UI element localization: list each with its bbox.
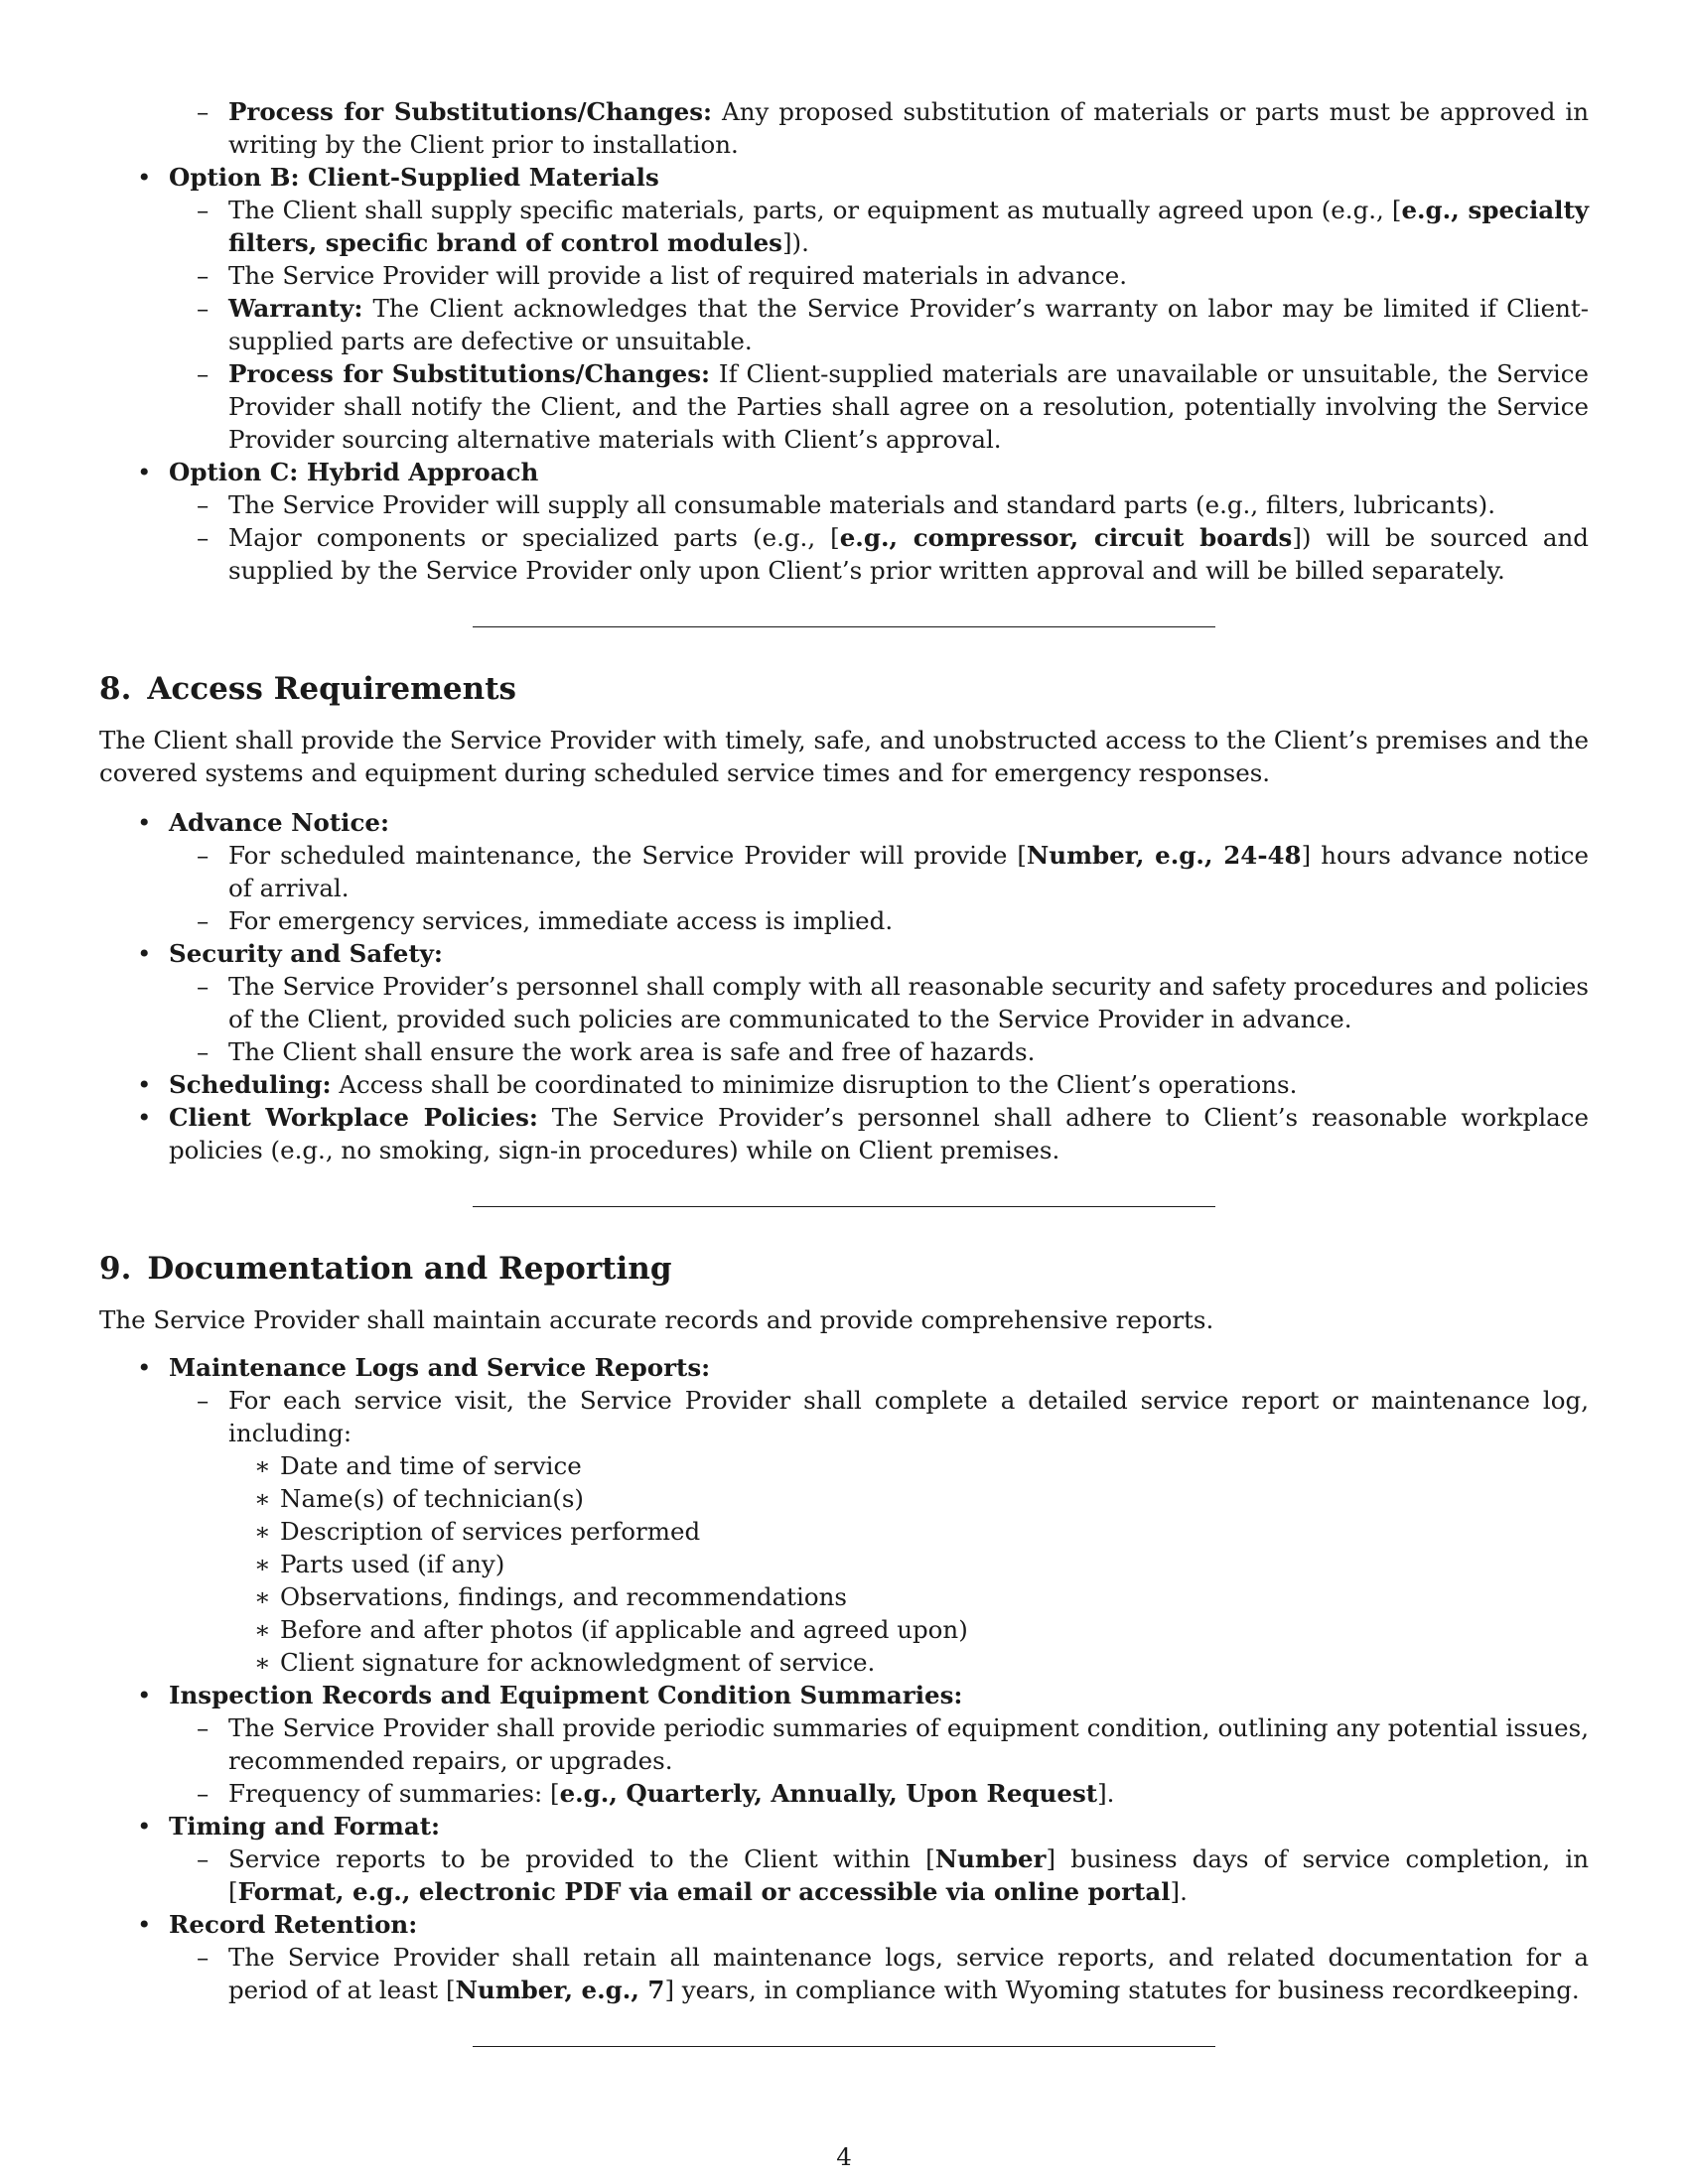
retention-item-1: – The Service Provider shall retain all maintenance logs, service reports, and related documentation for a period of at least [Number, e.g., 7] years, in compliance with Wyoming statutes for business recordkeeping. <box>169 1941 1589 2006</box>
section-9-heading: 9. Documentation and Reporting <box>99 1251 672 1287</box>
security-safety-item: • Security and Safety: – The Service Provider’s personnel shall comply with all reasonable security and safety procedures and policies of the Client, provided such policies are communicated to the Service Provider in advance. – The Client shall ensure the work area is safe and free of hazards. <box>99 937 1589 1068</box>
page-number: 4 <box>836 2142 852 2171</box>
section-8-heading: 8. Access Requirements <box>99 671 516 707</box>
log-entry: ∗ Name(s) of technician(s) <box>228 1482 1589 1515</box>
section-9-intro: The Service Provider shall maintain accurate records and provide comprehensive reports. <box>99 1305 1214 1334</box>
scheduling-item: • Scheduling: Access shall be coordinated to minimize disruption to the Client’s operations. <box>99 1068 1589 1101</box>
workplace-policies-item: • Client Workplace Policies: The Service Provider’s personnel shall adhere to Client’s reasonable workplace policies (e.g., no smoking, sign-in procedures) while on Client premises. <box>99 1101 1589 1166</box>
timing-format-item: • Timing and Format: – Service reports to be provided to the Client within [Number] business days of service completion, in [Format, e.g., electronic PDF via email or accessible via online portal]. <box>99 1810 1589 1908</box>
option-c <box>99 456 1589 587</box>
option-b <box>99 161 1589 456</box>
continued-option-a <box>99 95 1589 161</box>
advance-notice-emergency: – For emergency services, immediate access is implied. <box>169 904 1589 937</box>
inspection-records-item: • Inspection Records and Equipment Condition Summaries: – The Service Provider shall provide periodic summaries of equipment condition, outlining any potential issues, recommended repairs, or upgrades. – Frequency of summaries: [e.g., Quarterly, Annually, Upon Request]. <box>99 1679 1589 1810</box>
security-item-2: – The Client shall ensure the work area is safe and free of hazards. <box>169 1035 1589 1068</box>
log-entry: ∗ Date and time of service <box>228 1449 1589 1482</box>
maintenance-logs-detail: – For each service visit, the Service Provider shall complete a detailed service report or maintenance log, including: ∗ Date and time of service ∗ Name(s) of technician(s) ∗ Description of services performed ∗ Parts used (if any) ∗ Observations, findings, and recommendations ∗ Before and after photos (if applicable and agreed upon) ∗ Client signature for acknowledgment of service. <box>169 1384 1589 1679</box>
advance-notice-scheduled: – For scheduled maintenance, the Service Provider will provide [Number, e.g., 24-48] hours advance notice of arrival. <box>169 839 1589 904</box>
maintenance-logs-item: • Maintenance Logs and Service Reports: – For each service visit, the Service Provider shall complete a detailed service report or maintenance log, including: ∗ Date and time of service ∗ Name(s) of technician(s) ∗ Description of services performed ∗ Parts used (if any) ∗ Observations, findings, and recommendations ∗ Before and after photos (if applicable and agreed upon) ∗ Client signature for acknowledgment of service. <box>99 1351 1589 1679</box>
section-divider <box>473 626 1215 627</box>
log-contents-list <box>169 1449 1589 1679</box>
inspection-item-1: – The Service Provider shall provide periodic summaries of equipment condition, outlining any potential issues, recommended repairs, or upgrades. <box>169 1711 1589 1777</box>
section-9-list <box>99 1351 1589 2006</box>
log-entry: ∗ Description of services performed <box>228 1515 1589 1548</box>
option-b-title: Option B: Client-Supplied Materials <box>169 163 659 192</box>
record-retention-item: • Record Retention: – The Service Provider shall retain all maintenance logs, service reports, and related documentation for a period of at least [Number, e.g., 7] years, in compliance with Wyoming statutes for business recordkeeping. <box>99 1908 1589 2006</box>
section-divider <box>473 1206 1215 1207</box>
option-b-substitutions-item: – Process for Substitutions/Changes: If Client-supplied materials are unavailable or unsuitable, the Service Provider shall notify the Client, and the Parties shall agree on a resolution, potentially involving the Service Provider sourcing alternative materials with Client’s approval. <box>169 357 1589 456</box>
section-8-list <box>99 806 1589 1166</box>
log-entry: ∗ Parts used (if any) <box>228 1548 1589 1580</box>
inspection-item-2: – Frequency of summaries: [e.g., Quarterly, Annually, Upon Request]. <box>169 1777 1589 1810</box>
advance-notice-item: • Advance Notice: – For scheduled maintenance, the Service Provider will provide [Number, e.g., 24-48] hours advance notice of arrival. – For emergency services, immediate access is implied. <box>99 806 1589 937</box>
option-a-substitutions-item: – Process for Substitutions/Changes: Any proposed substitution of materials or parts must be approved in writing by the Client prior to installation. <box>169 95 1589 161</box>
option-b-item-2: – The Service Provider will provide a list of required materials in advance. <box>169 259 1589 292</box>
materials-options-list <box>99 95 1589 587</box>
option-c-title: Option C: Hybrid Approach <box>169 458 539 486</box>
section-8-intro: The Client shall provide the Service Provider with timely, safe, and unobstructed access to the Client’s premises and the covered systems and equipment during scheduled service times and for emergency responses. <box>99 726 1589 787</box>
option-c-item-2: – Major components or specialized parts (e.g., [e.g., compressor, circuit boards]) will be sourced and supplied by the Service Provider only upon Client’s prior written approval and will be billed separately. <box>169 521 1589 587</box>
option-b-item-1: – The Client shall supply specific materials, parts, or equipment as mutually agreed upon (e.g., [e.g., specialty filters, specific brand of control modules]). <box>169 194 1589 259</box>
section-divider <box>473 2046 1215 2047</box>
document-page <box>99 95 1589 2047</box>
log-entry: ∗ Observations, findings, and recommendations <box>228 1580 1589 1613</box>
option-b-warranty-item: – Warranty: The Client acknowledges that the Service Provider’s warranty on labor may be limited if Client-supplied parts are defective or unsuitable. <box>169 292 1589 357</box>
timing-item-1: – Service reports to be provided to the Client within [Number] business days of service completion, in [Format, e.g., electronic PDF via email or accessible via online portal]. <box>169 1843 1589 1908</box>
log-entry: ∗ Client signature for acknowledgment of service. <box>228 1646 1589 1679</box>
security-item-1: – The Service Provider’s personnel shall comply with all reasonable security and safety procedures and policies of the Client, provided such policies are communicated to the Service Provider in advance. <box>169 970 1589 1035</box>
log-entry: ∗ Before and after photos (if applicable and agreed upon) <box>228 1613 1589 1646</box>
option-c-item-1: – The Service Provider will supply all consumable materials and standard parts (e.g., filters, lubricants). <box>169 488 1589 521</box>
